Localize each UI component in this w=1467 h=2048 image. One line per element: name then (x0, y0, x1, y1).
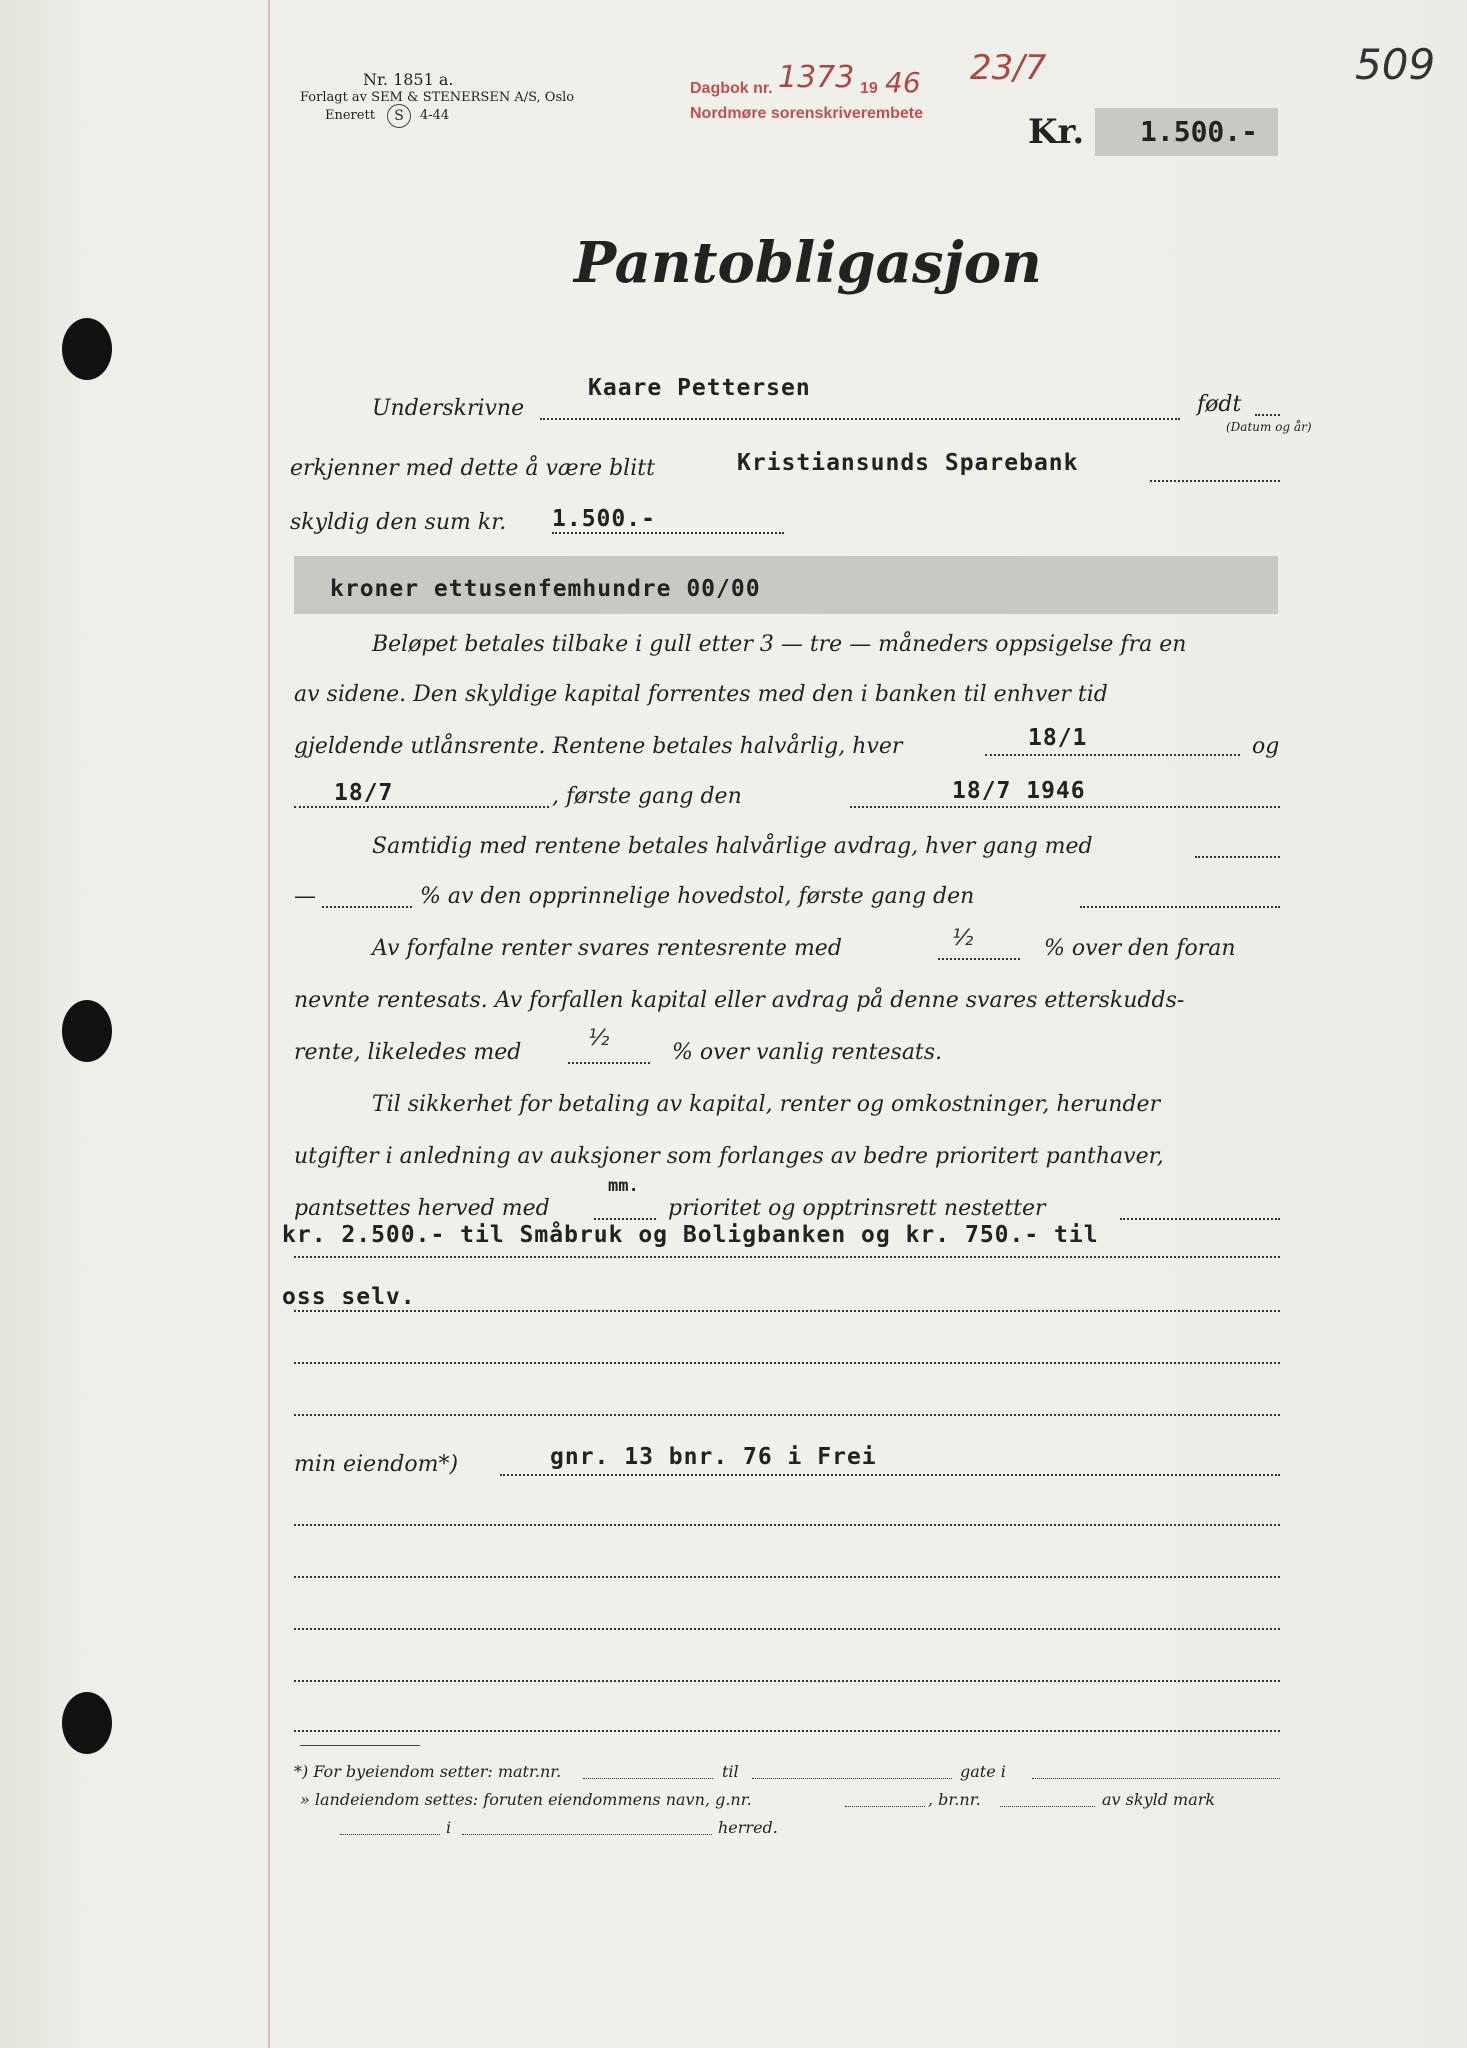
label-underskrivne: Underskrivne (372, 396, 525, 421)
stamp-date: 23/7 (970, 48, 1047, 88)
footnote-word: herred. (718, 1818, 778, 1837)
document-title: Pantobligasjon (574, 230, 1042, 296)
page-number: 509 (1355, 40, 1436, 89)
text-line: Av forfalne renter svares rentesrente med (372, 936, 842, 961)
footnote-word: i (446, 1818, 452, 1837)
footnote-word: til (722, 1762, 739, 1781)
rate-half-1: ½ (952, 926, 974, 951)
text-line: % over den foran (1044, 936, 1236, 961)
text-line: % over vanlig rentesats. (672, 1040, 943, 1065)
text-forste: , første gang den (552, 784, 742, 809)
footnote-line: *) For byeiendom setter: matr.nr. (294, 1762, 562, 1781)
footnote-line: » landeiendom settes: foruten eiendommens navn, g.nr. (300, 1790, 752, 1809)
margin-rule (268, 0, 270, 2048)
text-line: % av den opprinnelige hovedstol, første gang den (420, 884, 975, 909)
text-line: Beløpet betales tilbake i gull etter 3 — tre — måneders oppsigelse fra en (372, 632, 1187, 657)
publisher-logo: S (387, 104, 411, 128)
priority-mm: mm. (608, 1176, 639, 1196)
publisher-enerett: Enerett (325, 108, 375, 123)
form-number: Nr. 1851 a. (363, 70, 454, 89)
first-payment-date: 18/7 1946 (952, 778, 1086, 804)
property-description: gnr. 13 bnr. 76 i Frei (550, 1444, 877, 1470)
label-skyldig: skyldig den sum kr. (290, 510, 507, 535)
typed-priority-line-2: oss selv. (282, 1284, 416, 1310)
label-eiendom: min eiendom*) (294, 1452, 459, 1477)
dagbok-number: 1373 (778, 60, 855, 95)
footnote-word: , br.nr. (928, 1790, 981, 1809)
label-fodt: født (1197, 392, 1242, 417)
text-line: rente, likeledes med (294, 1040, 522, 1065)
interest-date-2: 18/7 (334, 780, 394, 806)
text-line: utgifter i anledning av auksjoner som forlanges av bedre prioritert panthaver, (294, 1144, 1164, 1169)
typed-priority-line: kr. 2.500.- til Småbruk og Boligbanken og kr. 750.- til (282, 1222, 1099, 1248)
creditor-bank: Kristiansunds Sparebank (737, 450, 1079, 476)
text-line: Til sikkerhet for betaling av kapital, renter og omkostninger, herunder (372, 1092, 1161, 1117)
text-line: av sidene. Den skyldige kapital forrentes med den i banken til enhver tid (294, 682, 1108, 707)
text-dash: — (294, 884, 316, 909)
text-line: pantsettes herved med (294, 1196, 550, 1221)
publisher-date: 4-44 (420, 108, 450, 123)
amount-value: 1.500.- (1140, 115, 1259, 148)
rate-half-2: ½ (588, 1026, 610, 1051)
punch-hole (62, 1692, 112, 1754)
punch-hole (62, 1000, 112, 1062)
text-line: gjeldende utlånsrente. Rentene betales halvårlig, hver (294, 734, 903, 759)
footnote-word: gate i (960, 1762, 1006, 1781)
dagbok-label: Dagbok nr. (690, 80, 773, 97)
datum-hint: (Datum og år) (1226, 420, 1312, 434)
text-line: Samtidig med rentene betales halvårlige avdrag, hver gang med (372, 834, 1093, 859)
punch-hole (62, 318, 112, 380)
signer-name: Kaare Pettersen (588, 375, 811, 401)
amount-label: Kr. (1028, 112, 1085, 152)
debt-sum: 1.500.- (552, 506, 656, 532)
text-line: nevnte rentesats. Av forfallen kapital eller avdrag på denne svares etterskudds- (294, 988, 1185, 1013)
publisher-line: Forlagt av SEM & STENERSEN A/S, Oslo (300, 90, 575, 105)
footnote-word: av skyld mark (1102, 1790, 1216, 1809)
text-line: prioritet og opptrinsrett nestetter (668, 1196, 1046, 1221)
text-og: og (1252, 734, 1280, 759)
amount-words: kroner ettusenfemhundre 00/00 (330, 576, 761, 602)
interest-date-1: 18/1 (1028, 725, 1088, 751)
stamp-office: Nordmøre sorenskriverembete (690, 105, 923, 122)
stamp-year: 46 (885, 66, 921, 99)
label-erkjenner: erkjenner med dette å være blitt (290, 456, 655, 481)
stamp-year-prefix: 19 (860, 80, 878, 97)
